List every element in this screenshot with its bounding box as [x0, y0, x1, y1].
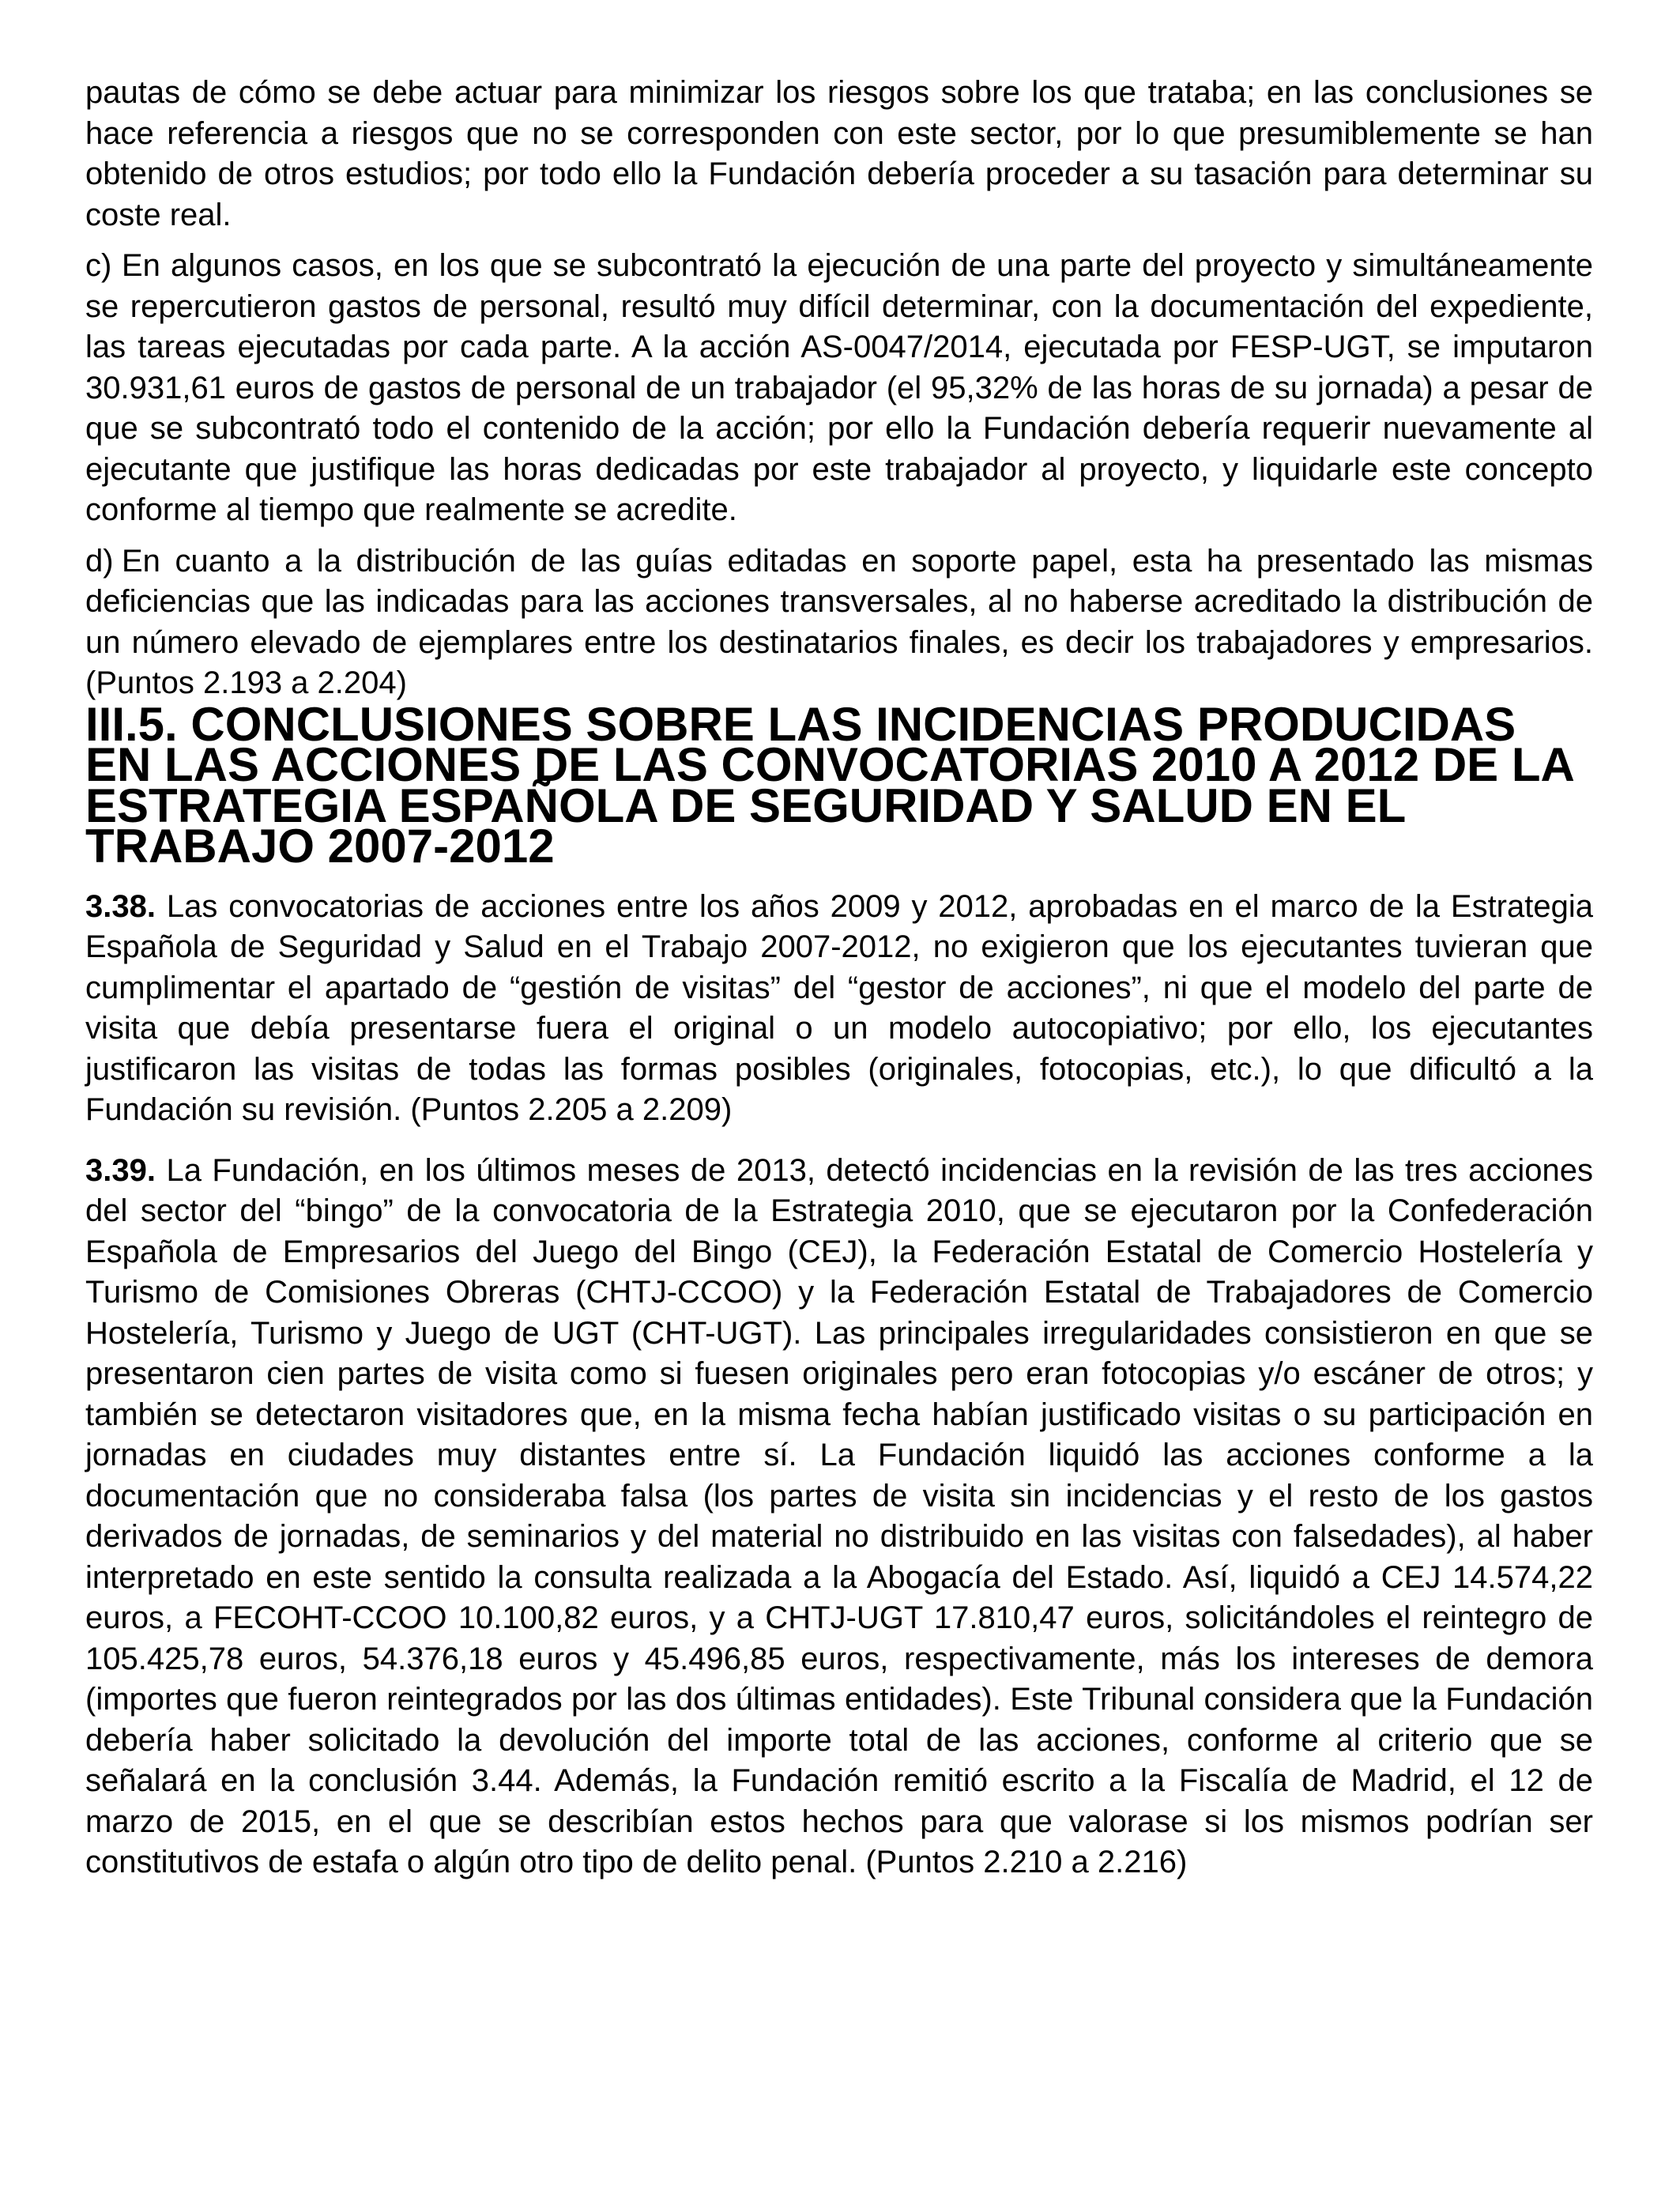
paragraph-d-text: En cuanto a la distribución de las guías editadas en soporte papel, esta ha presentado las mismas deficiencias que las indicadas para las acciones transversales, al no haberse acreditado la distribución de un número elevado de ejemplares entre los destinatarios finales, es decir los trabajadores y empresarios. (Puntos 2.193 a 2.204) [85, 543, 1593, 700]
conclusion-3-38 [85, 887, 1593, 1131]
paragraph-c-text: En algunos casos, en los que se subcontrató la ejecución de una parte del proyecto y simultáneamente se repercutieron gastos de personal, resultó muy difícil determinar, con la documentación del expediente, las tareas ejecutadas por cada parte. A la acción AS-0047/2014, ejecutada por FESP-UGT, se imputaron 30.931,61 euros de gastos de personal de un trabajador (el 95,32% de las horas de su jornada) a pesar de que se subcontrató todo el contenido de la acción; por ello la Fundación debería requerir nuevamente al ejecutante que justifique las horas dedicadas por este trabajador al proyecto, y liquidarle este concepto conforme al tiempo que realmente se acredite. [85, 248, 1593, 527]
paragraph-c [85, 246, 1593, 531]
conclusion-3-38-text: Las convocatorias de acciones entre los años 2009 y 2012, aprobadas en el marco de la Estrategia Española de Seguridad y Salud en el Trabajo 2007-2012, no exigieron que los ejecutantes tuvieran que cumplimentar el apartado de “gestión de visitas” del “gestor de acciones”, ni que el modelo del parte de visita que debía presentarse fuera el original o un modelo autocopiativo; por ello, los ejecutantes justificaron las visitas de todas las formas posibles (originales, fotocopias, etc.), lo que dificultó a la Fundación su revisión. (Puntos 2.205 a 2.209) [85, 888, 1593, 1127]
section-heading: III.5. CONCLUSIONES SOBRE LAS INCIDENCIAS PRODUCIDAS EN LAS ACCIONES DE LAS CONVOCATORIAS 2010 A 2012 DE LA ESTRATEGIA ESPAÑOLA DE SEGURIDAD Y SALUD EN EL TRABAJO 2007-2012 [85, 697, 1573, 873]
document-page [85, 73, 1593, 1883]
paragraph-b-continuation: pautas de cómo se debe actuar para minimizar los riesgos sobre los que trataba; en las conclusiones se hace referencia a riesgos que no se corresponden con este sector, por lo que presumiblemente se han obtenido de otros estudios; por todo ello la Fundación debería proceder a su tasación para determinar su coste real. [85, 75, 1593, 232]
conclusion-3-38-number: 3.38. [85, 888, 156, 924]
paragraph-c-label: c) [85, 248, 112, 283]
paragraph-d-label: d) [85, 543, 114, 579]
conclusion-3-39-text: La Fundación, en los últimos meses de 2013, detectó incidencias en la revisión de las tres acciones del sector del “bingo” de la convocatoria de la Estrategia 2010, que se ejecutaron por la Confederación Española de Empresarios del Juego del Bingo (CEJ), la Federación Estatal de Comercio Hostelería y Turismo de Comisiones Obreras (CHTJ-CCOO) y la Federación Estatal de Trabajadores de Comercio Hostelería, Turismo y Juego de UGT (CHT-UGT). Las principales irregularidades consistieron en que se presentaron cien partes de visita como si fuesen originales pero eran fotocopias y/o escáner de otros; y también se detectaron visitadores que, en la misma fecha habían justificado visitas o su participación en jornadas en ciudades muy distantes entre sí. La Fundación liquidó las acciones conforme a la documentación que no consideraba falsa (los partes de visita sin incidencias y el resto de los gastos derivados de jornadas, de seminarios y del material no distribuido en las visitas con falsedades), al haber interpretado en este sentido la consulta realizada a la Abogacía del Estado. Así, liquidó a CEJ 14.574,22 euros, a FECOHT-CCOO 10.100,82 euros, y a CHTJ-UGT 17.810,47 euros, solicitándoles el reintegro de 105.425,78 euros, 54.376,18 euros y 45.496,85 euros, respectivamente, más los intereses de demora (importes que fueron reintegrados por las dos últimas entidades). Este Tribunal considera que la Fundación debería haber solicitado la devolución del importe total de las acciones, conforme al criterio que se señalará en la conclusión 3.44. Además, la Fundación remitió escrito a la Fiscalía de Madrid, el 12 de marzo de 2015, en el que se describían estos hechos para que valorase si los mismos podrían ser constitutivos de estafa o algún otro tipo de delito penal. (Puntos 2.210 a 2.216) [85, 1152, 1593, 1879]
paragraph-d [85, 541, 1593, 704]
conclusion-3-39 [85, 1151, 1593, 1883]
conclusion-3-39-number: 3.39. [85, 1152, 156, 1188]
